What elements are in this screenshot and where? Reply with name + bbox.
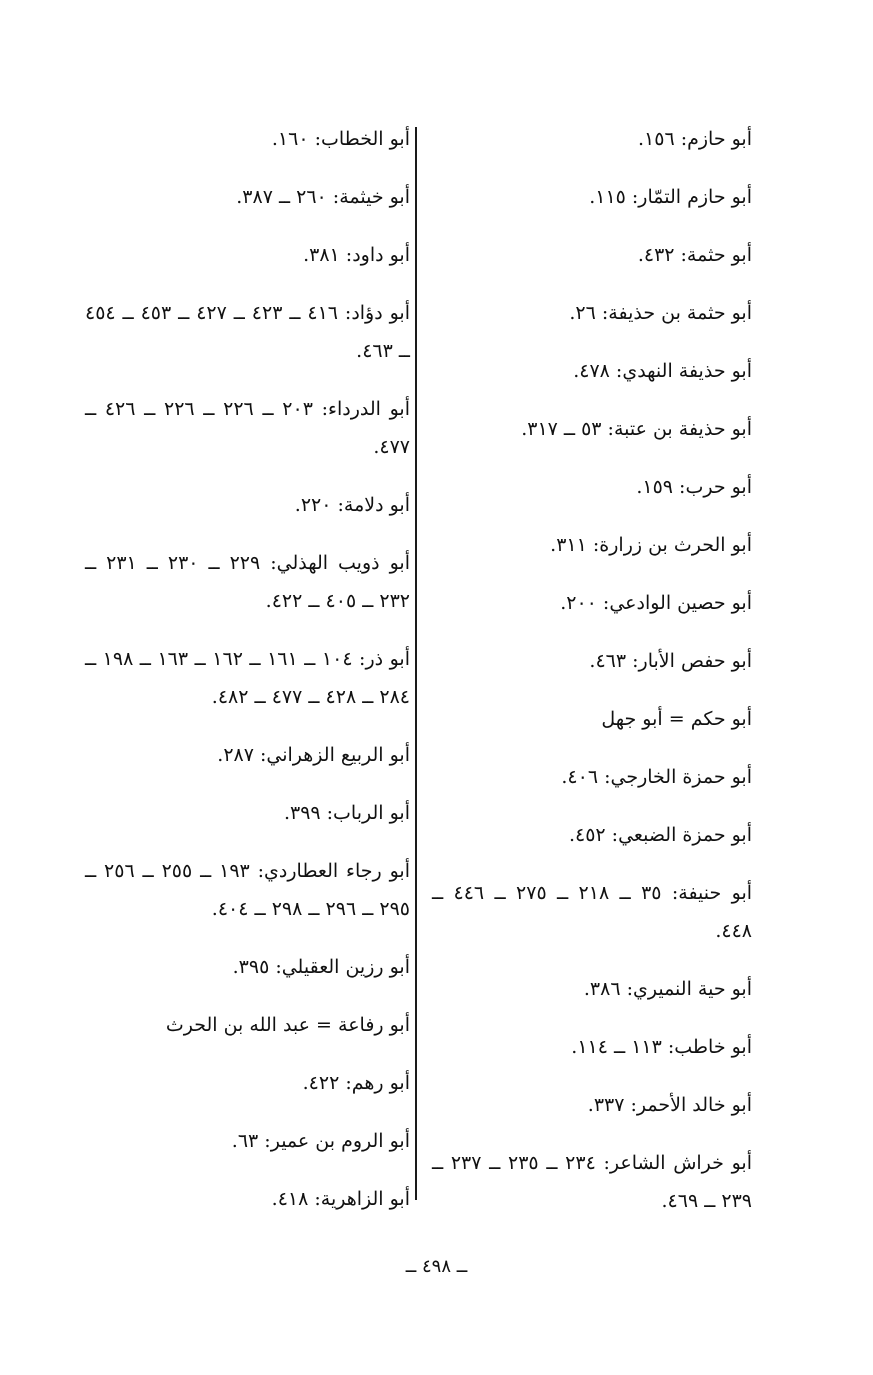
index-entry: أبو دؤاد: ٤١٦ ــ ٤٢٣ ــ ٤٢٧ ــ ٤٥٣ ــ ٤٥٤ ــ ٤٦٣. (85, 302, 410, 362)
index-entry: أبو حمزة الضبعي: ٤٥٢. (568, 824, 752, 846)
index-column-left (85, 120, 410, 1238)
index-entry: أبو رهم: ٤٢٢. (302, 1072, 410, 1094)
page-number: ــ ٤٩٨ ــ (405, 1256, 468, 1277)
index-entry: أبو رجاء العطاردي: ١٩٣ ــ ٢٥٥ ــ ٢٥٦ ــ ٢٩٥ ــ ٢٩٦ ــ ٢٩٨ ــ ٤٠٤. (85, 860, 410, 920)
index-entry: أبو خيثمة: ٢٦٠ ــ ٣٨٧. (236, 186, 410, 208)
index-entry: أبو الروم بن عمير: ٦٣. (231, 1130, 410, 1152)
index-entry: أبو حنيفة: ٣٥ ــ ٢١٨ ــ ٢٧٥ ــ ٤٤٦ ــ ٤٤٨. (432, 882, 753, 942)
index-entry: أبو حازم: ١٥٦. (637, 128, 752, 150)
index-entry: أبو الرباب: ٣٩٩. (283, 802, 410, 824)
index-entry: أبو حذيفة النهدي: ٤٧٨. (573, 360, 752, 382)
index-entry: أبو حكم = أبو جهل (601, 708, 752, 730)
index-entry: أبو خالد الأحمر: ٣٣٧. (587, 1094, 752, 1116)
index-entry: أبو الحرث بن زرارة: ٣١١. (550, 534, 752, 556)
index-entry: أبو حصين الوادعي: ٢٠٠. (560, 592, 752, 614)
index-entry: أبو حثمة بن حذيفة: ٢٦. (569, 302, 752, 324)
index-entry: أبو حفص الأبار: ٤٦٣. (589, 650, 752, 672)
index-entry: أبو ذر: ١٠٤ ــ ١٦١ ــ ١٦٢ ــ ١٦٣ ــ ١٩٨ ــ ٢٨٤ ــ ٤٢٨ ــ ٤٧٧ ــ ٤٨٢. (85, 648, 410, 708)
index-entry: أبو خراش الشاعر: ٢٣٤ ــ ٢٣٥ ــ ٢٣٧ ــ ٢٣٩ ــ ٤٦٩. (432, 1152, 752, 1212)
index-entry: أبو دلامة: ٢٢٠. (294, 494, 410, 516)
index-entry: أبو رفاعة = عبد الله بن الحرث (165, 1014, 410, 1036)
index-entry: أبو الخطاب: ١٦٠. (271, 128, 410, 150)
column-divider (415, 127, 417, 1200)
index-entry: أبو حمزة الخارجي: ٤٠٦. (561, 766, 752, 788)
index-entry: أبو خاطب: ١١٣ ــ ١١٤. (571, 1036, 752, 1058)
index-entry: أبو حثمة: ٤٣٢. (637, 244, 752, 266)
index-entry: أبو الزاهرية: ٤١٨. (271, 1188, 410, 1210)
index-entry: أبو الدرداء: ٢٠٣ ــ ٢٢٦ ــ ٢٢٦ ــ ٤٢٦ ــ ٤٧٧. (85, 398, 410, 458)
index-entry: أبو حية النميري: ٣٨٦. (583, 978, 752, 1000)
index-entry: أبو حرب: ١٥٩. (636, 476, 752, 498)
index-entry: أبو الربيع الزهراني: ٢٨٧. (217, 744, 410, 766)
index-entry: أبو داود: ٣٨١. (303, 244, 410, 266)
index-entry: أبو حذيفة بن عتبة: ٥٣ ــ ٣١٧. (521, 418, 752, 440)
index-column-right (432, 120, 752, 1240)
index-entry: أبو ذويب الهذلي: ٢٢٩ ــ ٢٣٠ ــ ٢٣١ ــ ٢٣٢ ــ ٤٠٥ ــ ٤٢٢. (85, 552, 410, 612)
index-entry: أبو حازم التمّار: ١١٥. (589, 186, 752, 208)
index-entry: أبو رزين العقيلي: ٣٩٥. (232, 956, 410, 978)
